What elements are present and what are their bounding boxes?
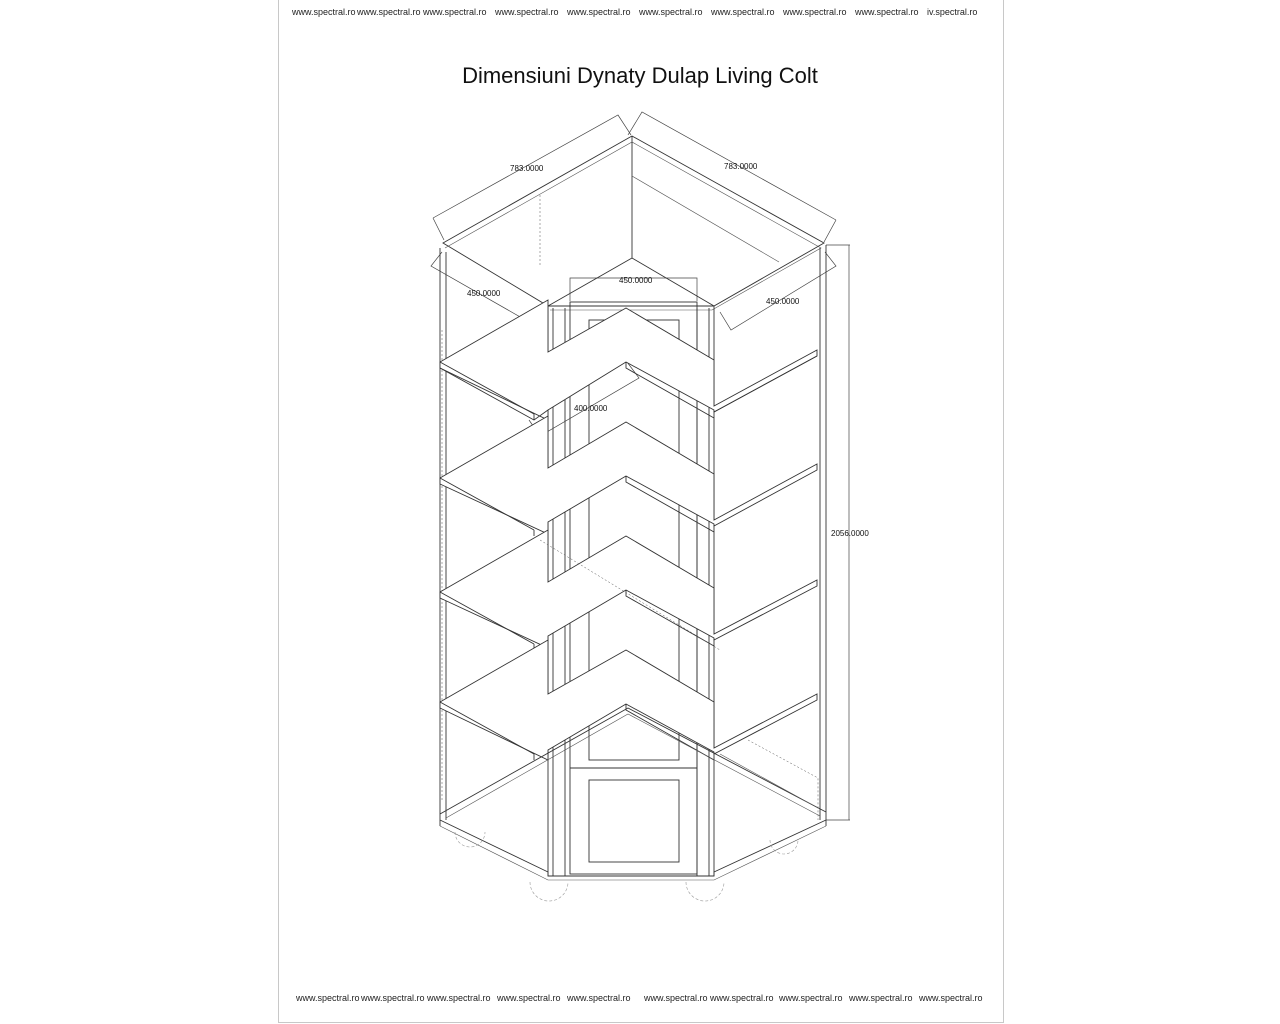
header-watermark: www.spectral.ro xyxy=(567,7,631,17)
dimension-top-right xyxy=(628,112,836,242)
footer-watermark: www.spectral.ro xyxy=(361,993,425,1003)
dimension-label-front-right: 450.0000 xyxy=(766,297,800,306)
footer-watermark: www.spectral.ro xyxy=(779,993,843,1003)
footer-watermark: www.spectral.ro xyxy=(427,993,491,1003)
dimension-label-height: 2056.0000 xyxy=(831,529,869,538)
footer-watermark: www.spectral.ro xyxy=(567,993,631,1003)
dimension-label-top-right: 783.0000 xyxy=(724,162,758,171)
header-watermark: www.spectral.ro xyxy=(855,7,919,17)
header-watermark: iv.spectral.ro xyxy=(927,7,978,17)
shelf-3 xyxy=(440,530,817,650)
footer-watermark: www.spectral.ro xyxy=(497,993,561,1003)
feet xyxy=(455,832,798,901)
dimension-front-right xyxy=(720,252,836,330)
header-watermark: www.spectral.ro xyxy=(495,7,559,17)
shelf-1 xyxy=(440,300,817,420)
footer-watermark: www.spectral.ro xyxy=(296,993,360,1003)
header-watermark: www.spectral.ro xyxy=(639,7,703,17)
dimension-label-front-left: 450.0000 xyxy=(467,289,501,298)
drawing-title: Dimensiuni Dynaty Dulap Living Colt xyxy=(462,63,818,88)
dimension-label-shelf-depth: 400.0000 xyxy=(574,404,608,413)
dimension-label-front-center: 450.0000 xyxy=(619,276,653,285)
shelf-2 xyxy=(440,416,817,536)
header-watermark: www.spectral.ro xyxy=(711,7,775,17)
right-side-panel xyxy=(820,245,826,820)
dimension-height xyxy=(826,245,869,820)
dimension-top-left xyxy=(433,115,631,240)
footer-watermark: www.spectral.ro xyxy=(710,993,774,1003)
dimension-front-center xyxy=(570,276,697,301)
footer-watermark: www.spectral.ro xyxy=(644,993,708,1003)
header-watermark: www.spectral.ro xyxy=(292,7,356,17)
footer-watermark: www.spectral.ro xyxy=(919,993,983,1003)
header-watermark: www.spectral.ro xyxy=(783,7,847,17)
shelf-4 xyxy=(440,640,817,760)
header-watermark: www.spectral.ro xyxy=(423,7,487,17)
footer-watermark: www.spectral.ro xyxy=(849,993,913,1003)
dimension-label-top-left: 783.0000 xyxy=(510,164,544,173)
header-watermark: www.spectral.ro xyxy=(357,7,421,17)
left-side-panel xyxy=(440,248,446,820)
